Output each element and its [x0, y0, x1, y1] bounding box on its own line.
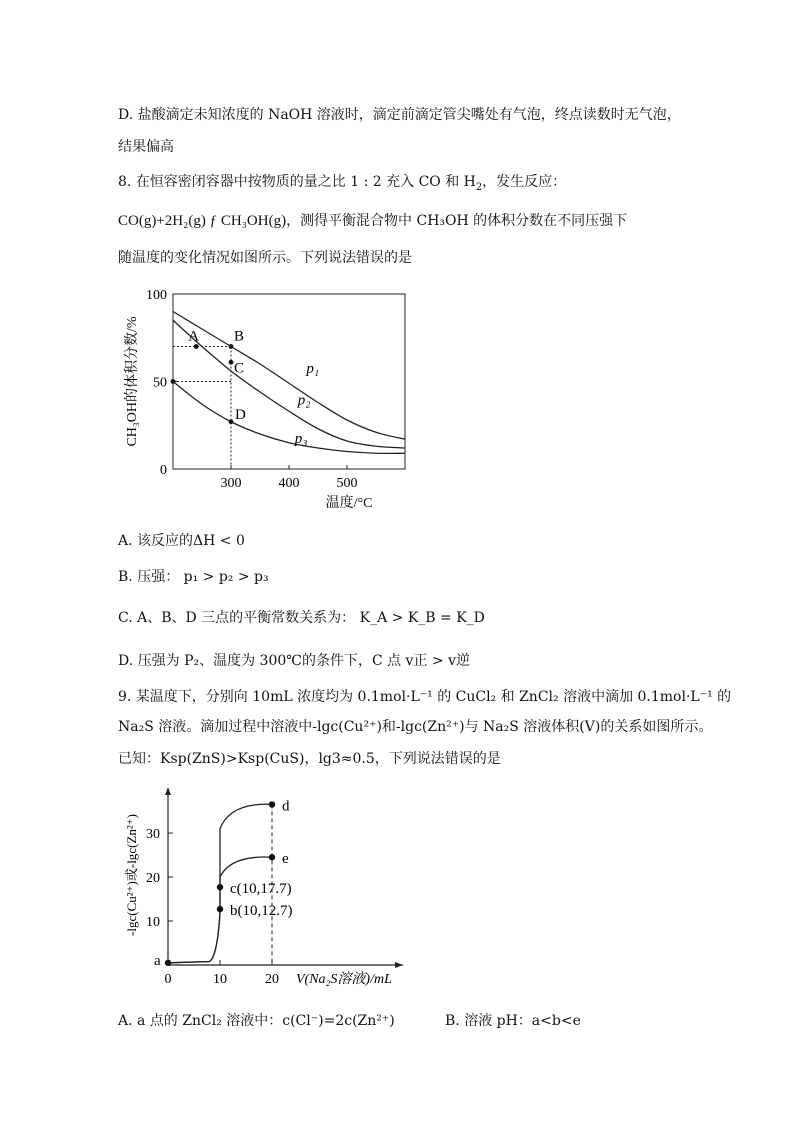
- q8-equation: CO(g)+2H₂(g) ƒ CH₃OH(g): [118, 213, 287, 229]
- y-tick-label: 20: [146, 871, 160, 887]
- point-label-B: B: [234, 328, 245, 345]
- y-axis-label: -lgc(Cu²⁺)或-lgc(Zn²⁺): [124, 814, 139, 936]
- x-tick-label: 20: [265, 972, 279, 987]
- y-tick-label: 100: [146, 288, 167, 303]
- q8-option-a: A. 该反应的ΔH < 0: [118, 533, 245, 549]
- point-marker: [165, 960, 171, 966]
- q9-chart: [118, 780, 428, 995]
- x-axis-arrow: [395, 962, 403, 968]
- point-marker: [229, 344, 234, 349]
- q8-chart-svg: [118, 282, 418, 512]
- point-label: d: [282, 798, 290, 815]
- series-line-p3: [173, 382, 405, 454]
- q8-stem-line2: CO(g)+2H₂(g) ƒ CH₃OH(g)，测得平衡混合物中 CH₃OH 的体积分数在不同压强下: [118, 213, 628, 229]
- q7-option-d-line2: 结果偏高: [118, 139, 174, 155]
- y-tick-label: 50: [153, 375, 167, 391]
- q9-stem-line1: 9. 某温度下，分别向 10mL 浓度均为 0.1mol·L⁻¹ 的 CuCl₂ 和 ZnCl₂ 溶液中滴加 0.1mol·L⁻¹ 的: [118, 689, 732, 705]
- x-tick-label: 10: [213, 972, 227, 987]
- point-marker: [229, 360, 234, 365]
- point-marker: [217, 906, 223, 912]
- point-label-C: C: [234, 360, 245, 377]
- q9-stem-line2: Na₂S 溶液。滴加过程中溶液中-lgc(Cu²⁺)和-lgc(Zn²⁺)与 Na₂S 溶液体积(V)的关系如图所示。: [118, 719, 713, 735]
- point-label: e: [282, 851, 289, 868]
- series-line-p2: [173, 320, 405, 448]
- point-label: b(10,12.7): [230, 903, 293, 920]
- point-marker: [269, 854, 275, 860]
- y-tick-label: 10: [146, 915, 160, 931]
- x-tick-label: 300: [220, 476, 242, 491]
- point-label: c(10,17.7): [230, 881, 292, 898]
- q7-option-d-line1: D. 盐酸滴定未知浓度的 NaOH 溶液时，滴定前滴定管尖嘴处有气泡，终点读数时无气泡，: [118, 107, 681, 123]
- y-axis-label: CH₃OH的体积分数/%: [125, 316, 140, 447]
- series-line-p1: [173, 312, 405, 440]
- y-axis-arrow: [165, 787, 171, 795]
- point-marker: [229, 419, 234, 424]
- q8-option-d: D. 压强为 P₂、温度为 300℃的条件下，C 点 v正 > v逆: [118, 653, 471, 669]
- y-tick-label: 30: [146, 827, 160, 843]
- q9-chart-svg: [118, 780, 428, 995]
- x-tick-label: 0: [164, 972, 172, 987]
- q8-option-c: C. A、B、D 三点的平衡常数关系为： K_A > K_B = K_D: [118, 610, 485, 626]
- y-tick-label: 0: [160, 463, 167, 478]
- point-label-A: A: [188, 328, 200, 345]
- x-tick-label: 500: [336, 476, 358, 491]
- x-tick-label: 400: [278, 476, 300, 491]
- series-label-p1: p₁: [306, 360, 320, 377]
- point-label-D: D: [235, 406, 246, 423]
- q8-stem-line3: 随温度的变化情况如图所示。下列说法错误的是: [118, 250, 412, 266]
- point-marker: [217, 884, 223, 890]
- x-axis-label: V(Na₂S溶液)/mL: [296, 972, 392, 987]
- q9-option-a: A. a 点的 ZnCl₂ 溶液中：c(Cl⁻)=2c(Zn²⁺): [118, 1013, 395, 1029]
- q8-stem-line1: 8. 在恒容密闭容器中按物质的量之比 1 : 2 充入 CO 和 $H_2$，发生反应：: [118, 174, 567, 193]
- q9-option-b: B. 溶液 pH：a<b<e: [445, 1013, 581, 1029]
- point-marker: [171, 379, 176, 384]
- point-marker: [194, 344, 199, 349]
- q8-chart: [118, 282, 418, 512]
- point-marker: [269, 801, 275, 807]
- x-axis-label: 温度/°C: [325, 496, 373, 511]
- point-label: a: [154, 952, 161, 969]
- series-label-p2: p₂: [297, 392, 311, 409]
- series-label-p3: p₃: [294, 430, 308, 447]
- q9-stem-line3: 已知：Ksp(ZnS)>Ksp(CuS)，lg3≈0.5，下列说法错误的是: [118, 751, 501, 767]
- q8-option-b: B. 压强： p₁ > p₂ > p₃: [118, 569, 269, 585]
